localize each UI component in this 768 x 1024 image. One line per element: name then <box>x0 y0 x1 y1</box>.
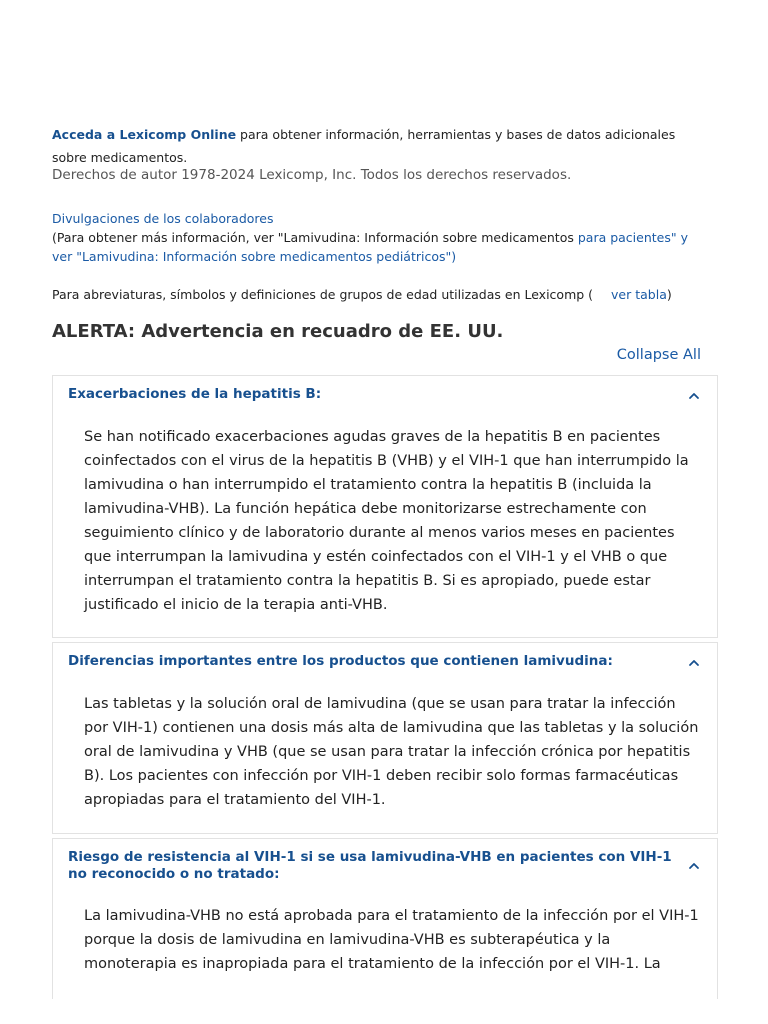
accordion-title: Exacerbaciones de la hepatitis B: <box>68 386 322 402</box>
accordion-body: Las tabletas y la solución oral de lamivudina (que se usan para tratar la infección por VIH-1) contienen una dosis más alta de lamivudina que las tabletas y la solución oral de lamivudina y VHB (que se usan para tratar la infección crónica por hepatitis B). Los pacientes con infección por VIH-1 deben recibir solo formas farmacéuticas apropiadas para el tratamiento del VIH-1. <box>84 696 699 808</box>
contributors-note: (Para obtener más información, ver "Lamivudina: Información sobre medicamentos <box>52 230 578 245</box>
abbreviations-text: Para abreviaturas, símbolos y definiciones de grupos de edad utilizadas en Lexicomp ( <box>52 287 594 302</box>
intro-text: para obtener información, herramientas y bases de datos adicionales sobre medicamentos. <box>52 127 676 165</box>
copyright-notice: Derechos de autor 1978-2024 Lexicomp, Inc. Todos los derechos reservados. <box>52 167 572 183</box>
accordion-header[interactable] <box>53 376 717 416</box>
accordion-panel-hiv-resistance <box>52 838 718 999</box>
accordion-panel-hepatitis-b <box>52 375 718 638</box>
contributors-section <box>52 209 702 266</box>
chevron-up-icon[interactable] <box>687 655 701 669</box>
accordion-body: La lamivudina-VHB no está aprobada para el tratamiento de la infección por el VIH-1 porque la dosis de lamivudina en lamivudina-VHB es subterapéutica y la monoterapia es inapropiada para el tratamiento de la infección por el VIH-1. La <box>84 908 699 972</box>
patient-pediatric-info-link[interactable]: para pacientes" y ver "Lamivudina: Información sobre medicamentos pediátricos") <box>52 230 688 264</box>
accordion-title: Riesgo de resistencia al VIH-1 si se usa lamivudina-VHB en pacientes con VIH-1 no reconocido o no tratado: <box>68 849 672 882</box>
abbreviations-note <box>52 287 702 302</box>
accordion-body: Se han notificado exacerbaciones agudas graves de la hepatitis B en pacientes coinfectados con el virus de la hepatitis B (VHB) y el VIH-1 que han interrumpido la lamivudina o han interrumpido el tratamiento contra la hepatitis B (incluida la lamivudina-VHB). La función hepática debe monitorizarse estrechamente con seguimiento clínico y de laboratorio durante al menos varios meses en pacientes que interrumpan la lamivudina y estén coinfectados con el VIH-1 y el VHB o que interrumpan el tratamiento contra la hepatitis B. Si es apropiado, puede estar justificado el inicio de la terapia anti-VHB. <box>84 429 689 613</box>
lexicomp-online-link[interactable]: Acceda a Lexicomp Online <box>52 127 237 142</box>
contributors-disclosure-link[interactable]: Divulgaciones de los colaboradores <box>52 211 274 226</box>
chevron-up-icon[interactable] <box>687 388 701 402</box>
accordion-title: Diferencias importantes entre los productos que contienen lamivudina: <box>68 653 613 669</box>
accordion-header[interactable] <box>53 839 717 891</box>
intro-paragraph <box>52 123 702 169</box>
accordion-panel-lamivudine-products <box>52 642 718 834</box>
chevron-up-icon[interactable] <box>687 858 701 872</box>
accordion-header[interactable] <box>53 643 717 683</box>
collapse-all-button[interactable]: Collapse All <box>616 347 701 363</box>
abbreviations-suffix: ) <box>666 287 672 302</box>
alert-title: ALERTA: Advertencia en recuadro de EE. UU. <box>52 321 504 342</box>
view-table-link[interactable]: ver tabla <box>611 287 667 302</box>
